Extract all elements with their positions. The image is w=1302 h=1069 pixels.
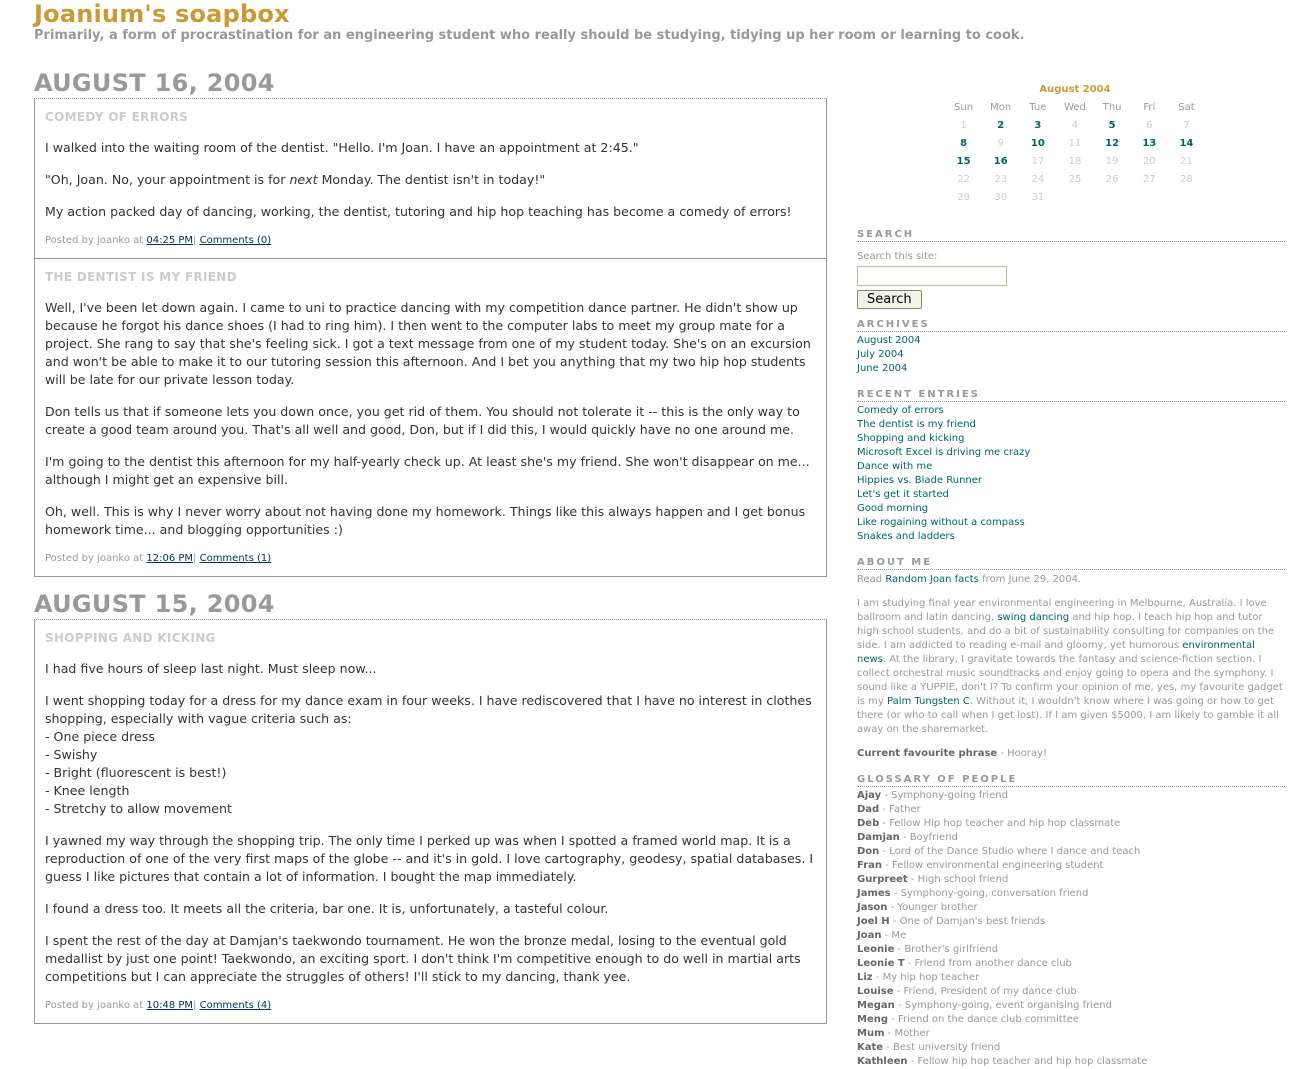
person-desc: - High school friend <box>907 873 1009 885</box>
calendar-day: 28 <box>1180 173 1193 185</box>
recent-entry-link[interactable]: Microsoft Excel is driving me crazy <box>857 446 1031 458</box>
search-input[interactable] <box>857 266 1007 286</box>
calendar-day: 30 <box>994 191 1008 203</box>
calendar-day-link[interactable]: 2 <box>997 119 1005 131</box>
post-permalink[interactable]: 12:06 PM <box>146 553 194 564</box>
post-paragraph: I spent the rest of the day at Damjan's taekwondo tournament. He won the bronze medal, losing to the eventual gold medallist by just one point! Taekwondo, an exciting sport. I don't think I'm competitive enough to do well in martial arts competitions but I can appreciate the struggles of others! I'll stick to my dancing, thank yee. <box>45 933 801 984</box>
search-form <box>857 244 1285 309</box>
post-paragraph: I had five hours of sleep last night. Must sleep now... <box>45 661 377 676</box>
calendar-weekday: Fri <box>1143 101 1156 113</box>
recent-entry-link[interactable]: Like rogaining without a compass <box>857 516 1025 528</box>
sidebar <box>857 84 1285 1069</box>
calendar-weekday: Thu <box>1102 101 1122 113</box>
post-title: SHOPPING AND KICKING <box>45 631 216 645</box>
recent-entry <box>857 502 1285 516</box>
post-title: THE DENTIST IS MY FRIEND <box>45 270 237 284</box>
person-desc: - Fellow hip hop teacher and hip hop classmate <box>907 1055 1148 1067</box>
calendar-day: 29 <box>957 191 970 203</box>
person-desc: - Symphony-going, event organising friend <box>894 999 1112 1011</box>
date-header: AUGUST 16, 2004 <box>34 69 275 97</box>
calendar-day: 20 <box>1142 155 1156 167</box>
post-paragraph: My action packed day of dancing, working, the dentist, tutoring and hip hop teaching has become a comedy of errors! <box>45 204 792 219</box>
calendar-day: 19 <box>1105 155 1119 167</box>
calendar-day: 21 <box>1180 155 1193 167</box>
about-read <box>857 573 1285 587</box>
glossary-item <box>857 999 1285 1013</box>
glossary-item <box>857 789 1285 803</box>
person-desc: - Father <box>879 803 921 815</box>
person-name: Gurpreet <box>857 873 908 885</box>
glossary-item <box>857 859 1285 873</box>
glossary-item <box>857 929 1285 943</box>
calendar-day: 23 <box>994 173 1008 185</box>
search-button[interactable]: Search <box>857 290 922 309</box>
recent-entry-link[interactable]: Good morning <box>857 502 929 514</box>
glossary-item <box>857 971 1285 985</box>
person-name: Meng <box>857 1013 889 1025</box>
search-title: SEARCH <box>857 228 1285 242</box>
glossary-item <box>857 915 1285 929</box>
comments-link[interactable]: Comments (4) <box>199 1000 272 1011</box>
post-paragraph: "Oh, Joan. No, your appointment is for next Monday. The dentist isn't in today!" <box>45 172 546 187</box>
person-name: Ajay <box>857 789 882 801</box>
person-name: Louise <box>857 985 894 997</box>
posted-by: Posted by joanko at <box>45 553 147 564</box>
person-name: Kathleen <box>857 1055 908 1067</box>
glossary-title: GLOSSARY OF PEOPLE <box>857 773 1285 787</box>
person-desc: - Mother <box>884 1027 930 1039</box>
comments-link[interactable]: Comments (0) <box>199 235 272 246</box>
archive-item <box>857 334 1285 348</box>
comments-link[interactable]: Comments (1) <box>199 553 272 564</box>
recent-entry <box>857 418 1285 432</box>
posted-by: Posted by joanko at <box>45 235 147 246</box>
person-name: Jason <box>857 901 888 913</box>
post-paragraph: I'm going to the dentist this afternoon for my half-yearly check up. At least she's my friend. She won't disappear on me... although I might get an expensive bill. <box>45 454 810 487</box>
calendar-day: 22 <box>957 173 970 185</box>
glossary-item <box>857 1055 1285 1069</box>
calendar-day: 18 <box>1068 155 1082 167</box>
calendar-day-link[interactable]: 3 <box>1034 119 1042 131</box>
recent-entry <box>857 460 1285 474</box>
bio-part-2: and hip hop. I teach hip hop and tutor high school students, and do a bit of sustainability consulting for companies on the side. I am addicted to reading e-mail and gloomy, yet humorous <box>857 611 1275 651</box>
calendar-day: 6 <box>1146 119 1153 131</box>
calendar-day: 17 <box>1031 155 1045 167</box>
calendar-day: 31 <box>1031 191 1045 203</box>
recent-entry <box>857 530 1285 544</box>
post-permalink[interactable]: 10:48 PM <box>146 1000 194 1011</box>
recent-entries-list <box>857 404 1285 544</box>
blog-description: Primarily, a form of procrastination for an engineering student who really should be studying, tidying up her room or learning to cook. <box>34 28 1025 43</box>
recent-entry <box>857 474 1285 488</box>
favourite-phrase <box>857 747 1285 761</box>
post-paragraph: Don tells us that if someone lets you down once, you get rid of them. You should not tolerate it -- this is the only way to create a good team around you. That's all well and good, Don, but if I did this, I would quickly have no one around me. <box>45 404 800 437</box>
calendar-day: 11 <box>1068 137 1082 149</box>
recent-entry <box>857 404 1285 418</box>
random-joan-facts-link[interactable]: Random Joan facts <box>885 573 979 585</box>
post-paragraph: I walked into the waiting room of the dentist. "Hello. I'm Joan. I have an appointment at 2:45." <box>45 140 639 155</box>
palm-tungsten-link[interactable]: Palm Tungsten C <box>887 695 970 707</box>
archives-list <box>857 334 1285 376</box>
person-desc: - Symphony-going, conversation friend <box>890 887 1089 899</box>
person-name: Joel H <box>857 915 890 927</box>
recent-entry <box>857 446 1285 460</box>
person-name: James <box>857 887 891 899</box>
recent-entry <box>857 432 1285 446</box>
person-desc: - Me <box>881 929 907 941</box>
glossary-item <box>857 803 1285 817</box>
post-paragraph: Well, I've been let down again. I came to uni to practice dancing with my competition dance partner. He didn't show up because he forgot his dance shoes (I had to ring him). I then went to the computer labs to meet my group mate for a project. She rang to say that she's feeling sick. I got a text message from one of my student today. She's on an excursion and won't be able to make it to our tutoring session this afternoon. And I bet you anything that my two hip hop students will be late for our private lesson today. <box>45 300 811 387</box>
glossary-item <box>857 1013 1285 1027</box>
glossary-item <box>857 1027 1285 1041</box>
post-title: COMEDY OF ERRORS <box>45 110 189 124</box>
glossary-item <box>857 985 1285 999</box>
person-desc: - Friend from another dance club <box>904 957 1072 969</box>
swing-dancing-link[interactable]: swing dancing <box>997 611 1070 623</box>
calendar-day: 9 <box>997 137 1004 149</box>
archives-title: ARCHIVES <box>857 318 1285 332</box>
person-name: Kate <box>857 1041 884 1053</box>
glossary-item <box>857 845 1285 859</box>
calendar-day: 25 <box>1068 173 1082 185</box>
person-name: Fran <box>857 859 882 871</box>
calendar-day: 26 <box>1105 173 1119 185</box>
bio-part-1: I am studying final year environmental engineering in Melbourne, Australia. I love ballroom and latin dancing, <box>857 597 1267 623</box>
person-name: Mum <box>857 1027 885 1039</box>
archive-link[interactable]: June 2004 <box>857 362 908 374</box>
archive-link[interactable]: July 2004 <box>857 348 904 360</box>
bio-part-4: . Without it, I wouldn't know where I was going or how to get there (or who to call when I get lost). If I am given $5000, I am likely to gamble it all away on the sharemarket. <box>857 695 1279 735</box>
calendar-day-link[interactable]: 13 <box>1142 137 1157 149</box>
phrase-label: Current favourite phrase <box>857 747 998 759</box>
bio-part-3: . At the library, I gravitate towards the fantasy and science-fiction section. I collect orchestral music soundtracks and enjoy going to opera and the symphony. I sound like a YUPPIE, don't I? To confirm your opinion of me, yes, my favourite gadget is my <box>857 653 1283 707</box>
calendar-day-link[interactable]: 10 <box>1030 137 1045 149</box>
footer-separator: | <box>193 553 200 564</box>
calendar-day-link[interactable]: 14 <box>1179 137 1194 149</box>
about-read-suffix: from June 29, 2004. <box>978 573 1082 585</box>
calendar-weekday: Sat <box>1178 101 1195 113</box>
search-label: Search this site: <box>857 251 938 262</box>
recent-entry-link[interactable]: Snakes and ladders <box>857 530 955 542</box>
recent-entry-link[interactable]: Comedy of errors <box>857 404 944 416</box>
about-title: ABOUT ME <box>857 556 1285 570</box>
glossary-item <box>857 831 1285 845</box>
person-name: Leonie T <box>857 957 905 969</box>
glossary-item <box>857 1041 1285 1055</box>
recent-entry-link[interactable]: The dentist is my friend <box>857 418 976 430</box>
person-desc: - One of Damjan's best friends <box>889 915 1046 927</box>
glossary-item <box>857 873 1285 887</box>
person-desc: - Friend, President of my dance club <box>893 985 1077 997</box>
glossary-item <box>857 887 1285 901</box>
calendar-day-link[interactable]: 8 <box>960 137 968 149</box>
archive-item <box>857 362 1285 376</box>
person-name: Liz <box>857 971 873 983</box>
person-desc: - Boyfriend <box>899 831 958 843</box>
post-permalink[interactable]: 04:25 PM <box>146 235 194 246</box>
person-desc: - Best university friend <box>883 1041 1001 1053</box>
calendar-weekday: Sun <box>954 101 974 113</box>
emphasis: next <box>289 172 318 187</box>
calendar <box>945 84 1205 206</box>
calendar-day: 24 <box>1031 173 1045 185</box>
post-paragraph: I went shopping today for a dress for my dance exam in four weeks. I have rediscovered that I have no interest in clothes shopping, especially with vague criteria such as: - One piece dress - Swishy - Bright (fluorescent is best!) - Knee length - Stretchy to allow movement <box>45 693 812 816</box>
posted-by: Posted by joanko at <box>45 1000 147 1011</box>
glossary-item <box>857 901 1285 915</box>
environmental-news-link[interactable]: environmental news <box>857 639 1255 665</box>
post-footer <box>45 552 816 566</box>
footer-separator: | <box>193 235 200 246</box>
main-content <box>34 68 827 1024</box>
person-name: Deb <box>857 817 880 829</box>
glossary-list <box>857 789 1285 1069</box>
person-desc: - Symphony-going friend <box>881 789 1008 801</box>
calendar-day: 4 <box>1071 119 1079 131</box>
phrase-text: - Hooray! <box>997 747 1048 759</box>
blog-post <box>35 620 826 1023</box>
recent-entries-title: RECENT ENTRIES <box>857 388 1285 402</box>
recent-entry <box>857 488 1285 502</box>
calendar-day-link[interactable]: 16 <box>993 155 1008 167</box>
blog-title[interactable]: Joanium's soapbox <box>34 0 290 28</box>
calendar-day <box>1094 188 1131 206</box>
person-name: Damjan <box>857 831 900 843</box>
calendar-day-link[interactable]: 12 <box>1105 137 1120 149</box>
post-paragraph: I found a dress too. It meets all the criteria, bar one. It is, unfortunately, a tasteful colour. <box>45 901 609 916</box>
person-desc: - Lord of the Dance Studio where I dance and teach <box>879 845 1141 857</box>
calendar-day: 1 <box>960 119 967 131</box>
person-desc: - Fellow Hip hop teacher and hip hop classmate <box>879 817 1121 829</box>
post-footer <box>45 234 816 248</box>
about-bio <box>857 597 1285 737</box>
glossary-item <box>857 817 1285 831</box>
post-footer <box>45 999 816 1013</box>
calendar-day-link[interactable]: 5 <box>1108 119 1116 131</box>
glossary-item <box>857 943 1285 957</box>
calendar-day: 27 <box>1142 173 1156 185</box>
archive-item <box>857 348 1285 362</box>
calendar-weekday: Wed <box>1064 101 1086 113</box>
calendar-day-link[interactable]: 15 <box>956 155 971 167</box>
about-read-prefix: Read <box>857 573 886 585</box>
calendar-weekday: Mon <box>990 101 1012 113</box>
person-name: Megan <box>857 999 895 1011</box>
recent-entry-link[interactable]: Shopping and kicking <box>857 432 965 444</box>
recent-entry <box>857 516 1285 530</box>
post-paragraph: Oh, well. This is why I never worry about not having done my homework. Things like this always happen and I get bonus homework time... and blogging opportunities :) <box>45 504 806 537</box>
recent-entry-link[interactable]: Hippies vs. Blade Runner <box>857 474 983 486</box>
day-posts <box>34 619 827 1024</box>
person-name: Don <box>857 845 880 857</box>
person-name: Leonie <box>857 943 895 955</box>
calendar-day <box>1131 188 1168 206</box>
blog-banner <box>34 0 1274 44</box>
archive-link[interactable]: August 2004 <box>857 334 921 346</box>
footer-separator: | <box>193 1000 200 1011</box>
person-desc: - My hip hop teacher <box>872 971 980 983</box>
person-name: Dad <box>857 803 880 815</box>
calendar-table <box>945 84 1205 206</box>
person-desc: - Friend on the dance club committee <box>888 1013 1079 1025</box>
calendar-day <box>1056 188 1093 206</box>
person-desc: - Brother's girlfriend <box>894 943 999 955</box>
calendar-day: 7 <box>1183 119 1190 131</box>
blog-post <box>35 99 826 259</box>
calendar-weekday: Tue <box>1029 101 1047 113</box>
blog-post <box>35 259 826 576</box>
calendar-day <box>1168 188 1205 206</box>
recent-entry-link[interactable]: Let's get it started <box>857 488 949 500</box>
recent-entry-link[interactable]: Dance with me <box>857 460 933 472</box>
person-desc: - Younger brother <box>887 901 978 913</box>
post-paragraph: I yawned my way through the shopping trip. The only time I perked up was when I spotted a framed world map. It is a reproduction of one of the very first maps of the globe -- and it's in gold. I love cartography, geodesy, spatial databases. I guess I like pictures that contain a lot of information. I bought the map immediately. <box>45 833 814 884</box>
person-desc: - Fellow environmental engineering student <box>882 859 1104 871</box>
day-posts <box>34 98 827 577</box>
glossary-item <box>857 957 1285 971</box>
person-name: Joan <box>857 929 882 941</box>
date-header: AUGUST 15, 2004 <box>34 590 275 618</box>
calendar-caption: August 2004 <box>1039 84 1111 95</box>
